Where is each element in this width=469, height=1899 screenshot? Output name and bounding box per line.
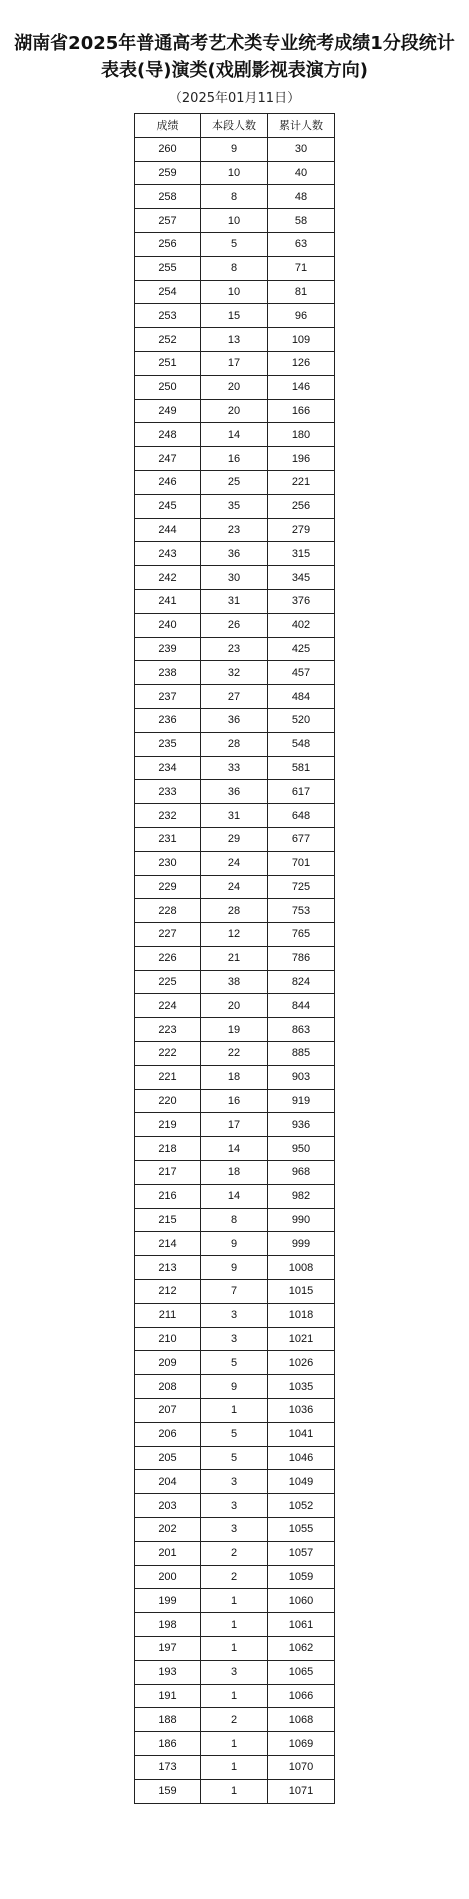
- cell-cumulative-count: 617: [268, 780, 335, 804]
- cell-score: 205: [135, 1446, 201, 1470]
- cell-segment-count: 5: [201, 1351, 268, 1375]
- cell-segment-count: 1: [201, 1399, 268, 1423]
- cell-cumulative-count: 581: [268, 756, 335, 780]
- table-row: [135, 970, 335, 994]
- cell-cumulative-count: 1059: [268, 1565, 335, 1589]
- cell-score: 220: [135, 1089, 201, 1113]
- table-row: [135, 1755, 335, 1779]
- cell-segment-count: 1: [201, 1755, 268, 1779]
- cell-score: 249: [135, 399, 201, 423]
- cell-segment-count: 38: [201, 970, 268, 994]
- cell-score: 173: [135, 1755, 201, 1779]
- cell-segment-count: 1: [201, 1589, 268, 1613]
- table-row: [135, 851, 335, 875]
- table-row: [135, 1637, 335, 1661]
- score-distribution-table: [134, 113, 335, 1804]
- cell-segment-count: 9: [201, 137, 268, 161]
- cell-score: 238: [135, 661, 201, 685]
- table-row: [135, 1660, 335, 1684]
- cell-score: 245: [135, 494, 201, 518]
- cell-segment-count: 30: [201, 566, 268, 590]
- table-row: [135, 994, 335, 1018]
- cell-score: 243: [135, 542, 201, 566]
- cell-segment-count: 2: [201, 1541, 268, 1565]
- cell-cumulative-count: 166: [268, 399, 335, 423]
- cell-cumulative-count: 990: [268, 1208, 335, 1232]
- table-row: [135, 1399, 335, 1423]
- table-row: [135, 732, 335, 756]
- cell-cumulative-count: 81: [268, 280, 335, 304]
- cell-score: 202: [135, 1518, 201, 1542]
- cell-cumulative-count: 677: [268, 827, 335, 851]
- table-row: [135, 685, 335, 709]
- table-row: [135, 780, 335, 804]
- cell-segment-count: 18: [201, 1065, 268, 1089]
- table-row: [135, 1779, 335, 1803]
- cell-score: 231: [135, 827, 201, 851]
- table-row: [135, 637, 335, 661]
- cell-score: 234: [135, 756, 201, 780]
- table-row: [135, 494, 335, 518]
- cell-cumulative-count: 1069: [268, 1732, 335, 1756]
- cell-segment-count: 14: [201, 1184, 268, 1208]
- cell-score: 214: [135, 1232, 201, 1256]
- publish-date: （2025年01月11日）: [168, 91, 301, 106]
- cell-segment-count: 24: [201, 851, 268, 875]
- table-row: [135, 280, 335, 304]
- table-row: [135, 1422, 335, 1446]
- cell-score: 240: [135, 613, 201, 637]
- cell-score: 207: [135, 1399, 201, 1423]
- cell-segment-count: 8: [201, 256, 268, 280]
- cell-score: 219: [135, 1113, 201, 1137]
- table-row: [135, 1161, 335, 1185]
- cell-score: 201: [135, 1541, 201, 1565]
- cell-score: 252: [135, 328, 201, 352]
- cell-score: 217: [135, 1161, 201, 1185]
- cell-cumulative-count: 648: [268, 804, 335, 828]
- cell-score: 198: [135, 1613, 201, 1637]
- cell-segment-count: 23: [201, 637, 268, 661]
- cell-segment-count: 24: [201, 875, 268, 899]
- table-row: [135, 1470, 335, 1494]
- cell-segment-count: 5: [201, 1422, 268, 1446]
- cell-score: 216: [135, 1184, 201, 1208]
- table-row: [135, 804, 335, 828]
- cell-cumulative-count: 425: [268, 637, 335, 661]
- cell-score: 247: [135, 447, 201, 471]
- cell-score: 235: [135, 732, 201, 756]
- cell-cumulative-count: 968: [268, 1161, 335, 1185]
- cell-cumulative-count: 1071: [268, 1779, 335, 1803]
- cell-segment-count: 33: [201, 756, 268, 780]
- cell-score: 237: [135, 685, 201, 709]
- table-row: [135, 1684, 335, 1708]
- table-row: [135, 185, 335, 209]
- cell-score: 258: [135, 185, 201, 209]
- cell-cumulative-count: 1055: [268, 1518, 335, 1542]
- cell-segment-count: 16: [201, 1089, 268, 1113]
- table-row: [135, 1256, 335, 1280]
- cell-segment-count: 26: [201, 613, 268, 637]
- cell-segment-count: 15: [201, 304, 268, 328]
- cell-score: 259: [135, 161, 201, 185]
- page-title: 湖南省2025年普通高考艺术类专业统考成绩1分段统计表表(导)演类(戏剧影视表演方向): [14, 33, 455, 81]
- cell-cumulative-count: 520: [268, 708, 335, 732]
- cell-segment-count: 2: [201, 1708, 268, 1732]
- cell-cumulative-count: 863: [268, 1018, 335, 1042]
- header-row: [135, 114, 335, 138]
- cell-segment-count: 9: [201, 1256, 268, 1280]
- cell-segment-count: 17: [201, 1113, 268, 1137]
- cell-segment-count: 10: [201, 209, 268, 233]
- cell-score: 248: [135, 423, 201, 447]
- table-row: [135, 708, 335, 732]
- table-row: [135, 518, 335, 542]
- table-row: [135, 1446, 335, 1470]
- cell-segment-count: 3: [201, 1494, 268, 1518]
- table-row: [135, 827, 335, 851]
- cell-score: 203: [135, 1494, 201, 1518]
- cell-segment-count: 3: [201, 1470, 268, 1494]
- cell-segment-count: 36: [201, 708, 268, 732]
- cell-score: 186: [135, 1732, 201, 1756]
- cell-score: 226: [135, 946, 201, 970]
- cell-score: 228: [135, 899, 201, 923]
- cell-score: 246: [135, 470, 201, 494]
- cell-cumulative-count: 58: [268, 209, 335, 233]
- cell-segment-count: 20: [201, 399, 268, 423]
- cell-cumulative-count: 1021: [268, 1327, 335, 1351]
- cell-segment-count: 9: [201, 1375, 268, 1399]
- cell-segment-count: 31: [201, 804, 268, 828]
- cell-cumulative-count: 1070: [268, 1755, 335, 1779]
- cell-cumulative-count: 885: [268, 1042, 335, 1066]
- cell-segment-count: 19: [201, 1018, 268, 1042]
- cell-score: 242: [135, 566, 201, 590]
- cell-score: 224: [135, 994, 201, 1018]
- cell-cumulative-count: 376: [268, 589, 335, 613]
- cell-score: 256: [135, 232, 201, 256]
- table-row: [135, 1089, 335, 1113]
- cell-segment-count: 1: [201, 1684, 268, 1708]
- cell-cumulative-count: 279: [268, 518, 335, 542]
- cell-score: 241: [135, 589, 201, 613]
- cell-score: 209: [135, 1351, 201, 1375]
- table-row: [135, 1541, 335, 1565]
- table-row: [135, 256, 335, 280]
- cell-segment-count: 21: [201, 946, 268, 970]
- cell-score: 211: [135, 1303, 201, 1327]
- table-row: [135, 375, 335, 399]
- cell-cumulative-count: 1041: [268, 1422, 335, 1446]
- cell-score: 215: [135, 1208, 201, 1232]
- cell-cumulative-count: 1068: [268, 1708, 335, 1732]
- cell-score: 233: [135, 780, 201, 804]
- cell-cumulative-count: 40: [268, 161, 335, 185]
- cell-cumulative-count: 126: [268, 351, 335, 375]
- table-row: [135, 1518, 335, 1542]
- cell-score: 254: [135, 280, 201, 304]
- cell-cumulative-count: 1046: [268, 1446, 335, 1470]
- cell-score: 191: [135, 1684, 201, 1708]
- cell-cumulative-count: 936: [268, 1113, 335, 1137]
- cell-cumulative-count: 196: [268, 447, 335, 471]
- cell-cumulative-count: 1062: [268, 1637, 335, 1661]
- table-row: [135, 756, 335, 780]
- table-row: [135, 1018, 335, 1042]
- cell-segment-count: 35: [201, 494, 268, 518]
- table-row: [135, 351, 335, 375]
- cell-score: 208: [135, 1375, 201, 1399]
- cell-segment-count: 14: [201, 1137, 268, 1161]
- cell-cumulative-count: 1060: [268, 1589, 335, 1613]
- cell-segment-count: 8: [201, 1208, 268, 1232]
- table-row: [135, 1065, 335, 1089]
- cell-cumulative-count: 109: [268, 328, 335, 352]
- table-row: [135, 1113, 335, 1137]
- cell-cumulative-count: 786: [268, 946, 335, 970]
- cell-cumulative-count: 701: [268, 851, 335, 875]
- cell-score: 188: [135, 1708, 201, 1732]
- cell-segment-count: 20: [201, 994, 268, 1018]
- cell-score: 257: [135, 209, 201, 233]
- cell-score: 225: [135, 970, 201, 994]
- table-row: [135, 1708, 335, 1732]
- cell-segment-count: 20: [201, 375, 268, 399]
- cell-cumulative-count: 1061: [268, 1613, 335, 1637]
- cell-cumulative-count: 919: [268, 1089, 335, 1113]
- cell-segment-count: 25: [201, 470, 268, 494]
- cell-score: 260: [135, 137, 201, 161]
- cell-cumulative-count: 402: [268, 613, 335, 637]
- cell-segment-count: 1: [201, 1779, 268, 1803]
- cell-cumulative-count: 30: [268, 137, 335, 161]
- cell-score: 200: [135, 1565, 201, 1589]
- cell-segment-count: 31: [201, 589, 268, 613]
- cell-segment-count: 28: [201, 732, 268, 756]
- cell-cumulative-count: 315: [268, 542, 335, 566]
- cell-segment-count: 2: [201, 1565, 268, 1589]
- column-header-segment-count: 本段人数: [201, 114, 268, 138]
- cell-cumulative-count: 457: [268, 661, 335, 685]
- cell-cumulative-count: 96: [268, 304, 335, 328]
- cell-segment-count: 17: [201, 351, 268, 375]
- cell-cumulative-count: 1066: [268, 1684, 335, 1708]
- cell-cumulative-count: 1036: [268, 1399, 335, 1423]
- cell-segment-count: 1: [201, 1637, 268, 1661]
- table-row: [135, 1565, 335, 1589]
- cell-score: 199: [135, 1589, 201, 1613]
- cell-segment-count: 5: [201, 1446, 268, 1470]
- table-row: [135, 661, 335, 685]
- cell-score: 227: [135, 923, 201, 947]
- cell-segment-count: 32: [201, 661, 268, 685]
- cell-segment-count: 27: [201, 685, 268, 709]
- cell-segment-count: 3: [201, 1518, 268, 1542]
- table-row: [135, 589, 335, 613]
- cell-segment-count: 22: [201, 1042, 268, 1066]
- table-row: [135, 232, 335, 256]
- table-row: [135, 1137, 335, 1161]
- cell-segment-count: 9: [201, 1232, 268, 1256]
- cell-score: 159: [135, 1779, 201, 1803]
- cell-score: 197: [135, 1637, 201, 1661]
- table-row: [135, 399, 335, 423]
- cell-cumulative-count: 725: [268, 875, 335, 899]
- table-row: [135, 1613, 335, 1637]
- table-row: [135, 470, 335, 494]
- table-row: [135, 923, 335, 947]
- cell-score: 213: [135, 1256, 201, 1280]
- table-row: [135, 1327, 335, 1351]
- cell-score: 193: [135, 1660, 201, 1684]
- cell-cumulative-count: 548: [268, 732, 335, 756]
- table-row: [135, 1042, 335, 1066]
- table-row: [135, 1303, 335, 1327]
- cell-score: 251: [135, 351, 201, 375]
- cell-score: 212: [135, 1280, 201, 1304]
- cell-segment-count: 3: [201, 1327, 268, 1351]
- cell-segment-count: 1: [201, 1613, 268, 1637]
- cell-cumulative-count: 903: [268, 1065, 335, 1089]
- cell-cumulative-count: 71: [268, 256, 335, 280]
- cell-segment-count: 29: [201, 827, 268, 851]
- cell-segment-count: 10: [201, 161, 268, 185]
- cell-score: 253: [135, 304, 201, 328]
- cell-score: 230: [135, 851, 201, 875]
- table-row: [135, 899, 335, 923]
- cell-segment-count: 13: [201, 328, 268, 352]
- table-row: [135, 1589, 335, 1613]
- table-row: [135, 613, 335, 637]
- table-row: [135, 1351, 335, 1375]
- cell-cumulative-count: 1065: [268, 1660, 335, 1684]
- cell-cumulative-count: 1035: [268, 1375, 335, 1399]
- table-row: [135, 447, 335, 471]
- table-row: [135, 1494, 335, 1518]
- cell-cumulative-count: 48: [268, 185, 335, 209]
- table-row: [135, 1208, 335, 1232]
- cell-score: 210: [135, 1327, 201, 1351]
- cell-cumulative-count: 180: [268, 423, 335, 447]
- cell-cumulative-count: 950: [268, 1137, 335, 1161]
- cell-score: 236: [135, 708, 201, 732]
- cell-cumulative-count: 345: [268, 566, 335, 590]
- cell-score: 218: [135, 1137, 201, 1161]
- cell-score: 229: [135, 875, 201, 899]
- cell-segment-count: 18: [201, 1161, 268, 1185]
- cell-segment-count: 12: [201, 923, 268, 947]
- cell-segment-count: 3: [201, 1303, 268, 1327]
- cell-score: 255: [135, 256, 201, 280]
- table-header: [135, 114, 335, 138]
- cell-score: 221: [135, 1065, 201, 1089]
- cell-segment-count: 36: [201, 542, 268, 566]
- table-body: [135, 137, 335, 1803]
- table-row: [135, 1184, 335, 1208]
- cell-segment-count: 5: [201, 232, 268, 256]
- table-row: [135, 1375, 335, 1399]
- cell-score: 222: [135, 1042, 201, 1066]
- cell-cumulative-count: 221: [268, 470, 335, 494]
- cell-segment-count: 23: [201, 518, 268, 542]
- table-row: [135, 1280, 335, 1304]
- table-row: [135, 542, 335, 566]
- cell-cumulative-count: 146: [268, 375, 335, 399]
- table-row: [135, 423, 335, 447]
- cell-score: 204: [135, 1470, 201, 1494]
- cell-cumulative-count: 765: [268, 923, 335, 947]
- cell-cumulative-count: 753: [268, 899, 335, 923]
- cell-cumulative-count: 982: [268, 1184, 335, 1208]
- cell-score: 223: [135, 1018, 201, 1042]
- cell-cumulative-count: 63: [268, 232, 335, 256]
- table-row: [135, 946, 335, 970]
- table-row: [135, 1732, 335, 1756]
- cell-segment-count: 7: [201, 1280, 268, 1304]
- cell-cumulative-count: 1057: [268, 1541, 335, 1565]
- cell-segment-count: 28: [201, 899, 268, 923]
- cell-segment-count: 1: [201, 1732, 268, 1756]
- cell-cumulative-count: 844: [268, 994, 335, 1018]
- table-row: [135, 304, 335, 328]
- cell-cumulative-count: 1049: [268, 1470, 335, 1494]
- column-header-score: 成绩: [135, 114, 201, 138]
- cell-score: 206: [135, 1422, 201, 1446]
- cell-segment-count: 16: [201, 447, 268, 471]
- cell-score: 250: [135, 375, 201, 399]
- cell-score: 244: [135, 518, 201, 542]
- cell-cumulative-count: 484: [268, 685, 335, 709]
- cell-segment-count: 10: [201, 280, 268, 304]
- cell-segment-count: 14: [201, 423, 268, 447]
- cell-segment-count: 36: [201, 780, 268, 804]
- cell-cumulative-count: 1026: [268, 1351, 335, 1375]
- table-row: [135, 328, 335, 352]
- cell-score: 239: [135, 637, 201, 661]
- cell-cumulative-count: 1015: [268, 1280, 335, 1304]
- table-row: [135, 566, 335, 590]
- cell-cumulative-count: 1018: [268, 1303, 335, 1327]
- table-row: [135, 161, 335, 185]
- cell-segment-count: 3: [201, 1660, 268, 1684]
- cell-segment-count: 8: [201, 185, 268, 209]
- cell-score: 232: [135, 804, 201, 828]
- table-row: [135, 137, 335, 161]
- cell-cumulative-count: 824: [268, 970, 335, 994]
- cell-cumulative-count: 1052: [268, 1494, 335, 1518]
- table-row: [135, 875, 335, 899]
- cell-cumulative-count: 256: [268, 494, 335, 518]
- table-row: [135, 209, 335, 233]
- cell-cumulative-count: 999: [268, 1232, 335, 1256]
- table-row: [135, 1232, 335, 1256]
- cell-cumulative-count: 1008: [268, 1256, 335, 1280]
- column-header-cumulative-count: 累计人数: [268, 114, 335, 138]
